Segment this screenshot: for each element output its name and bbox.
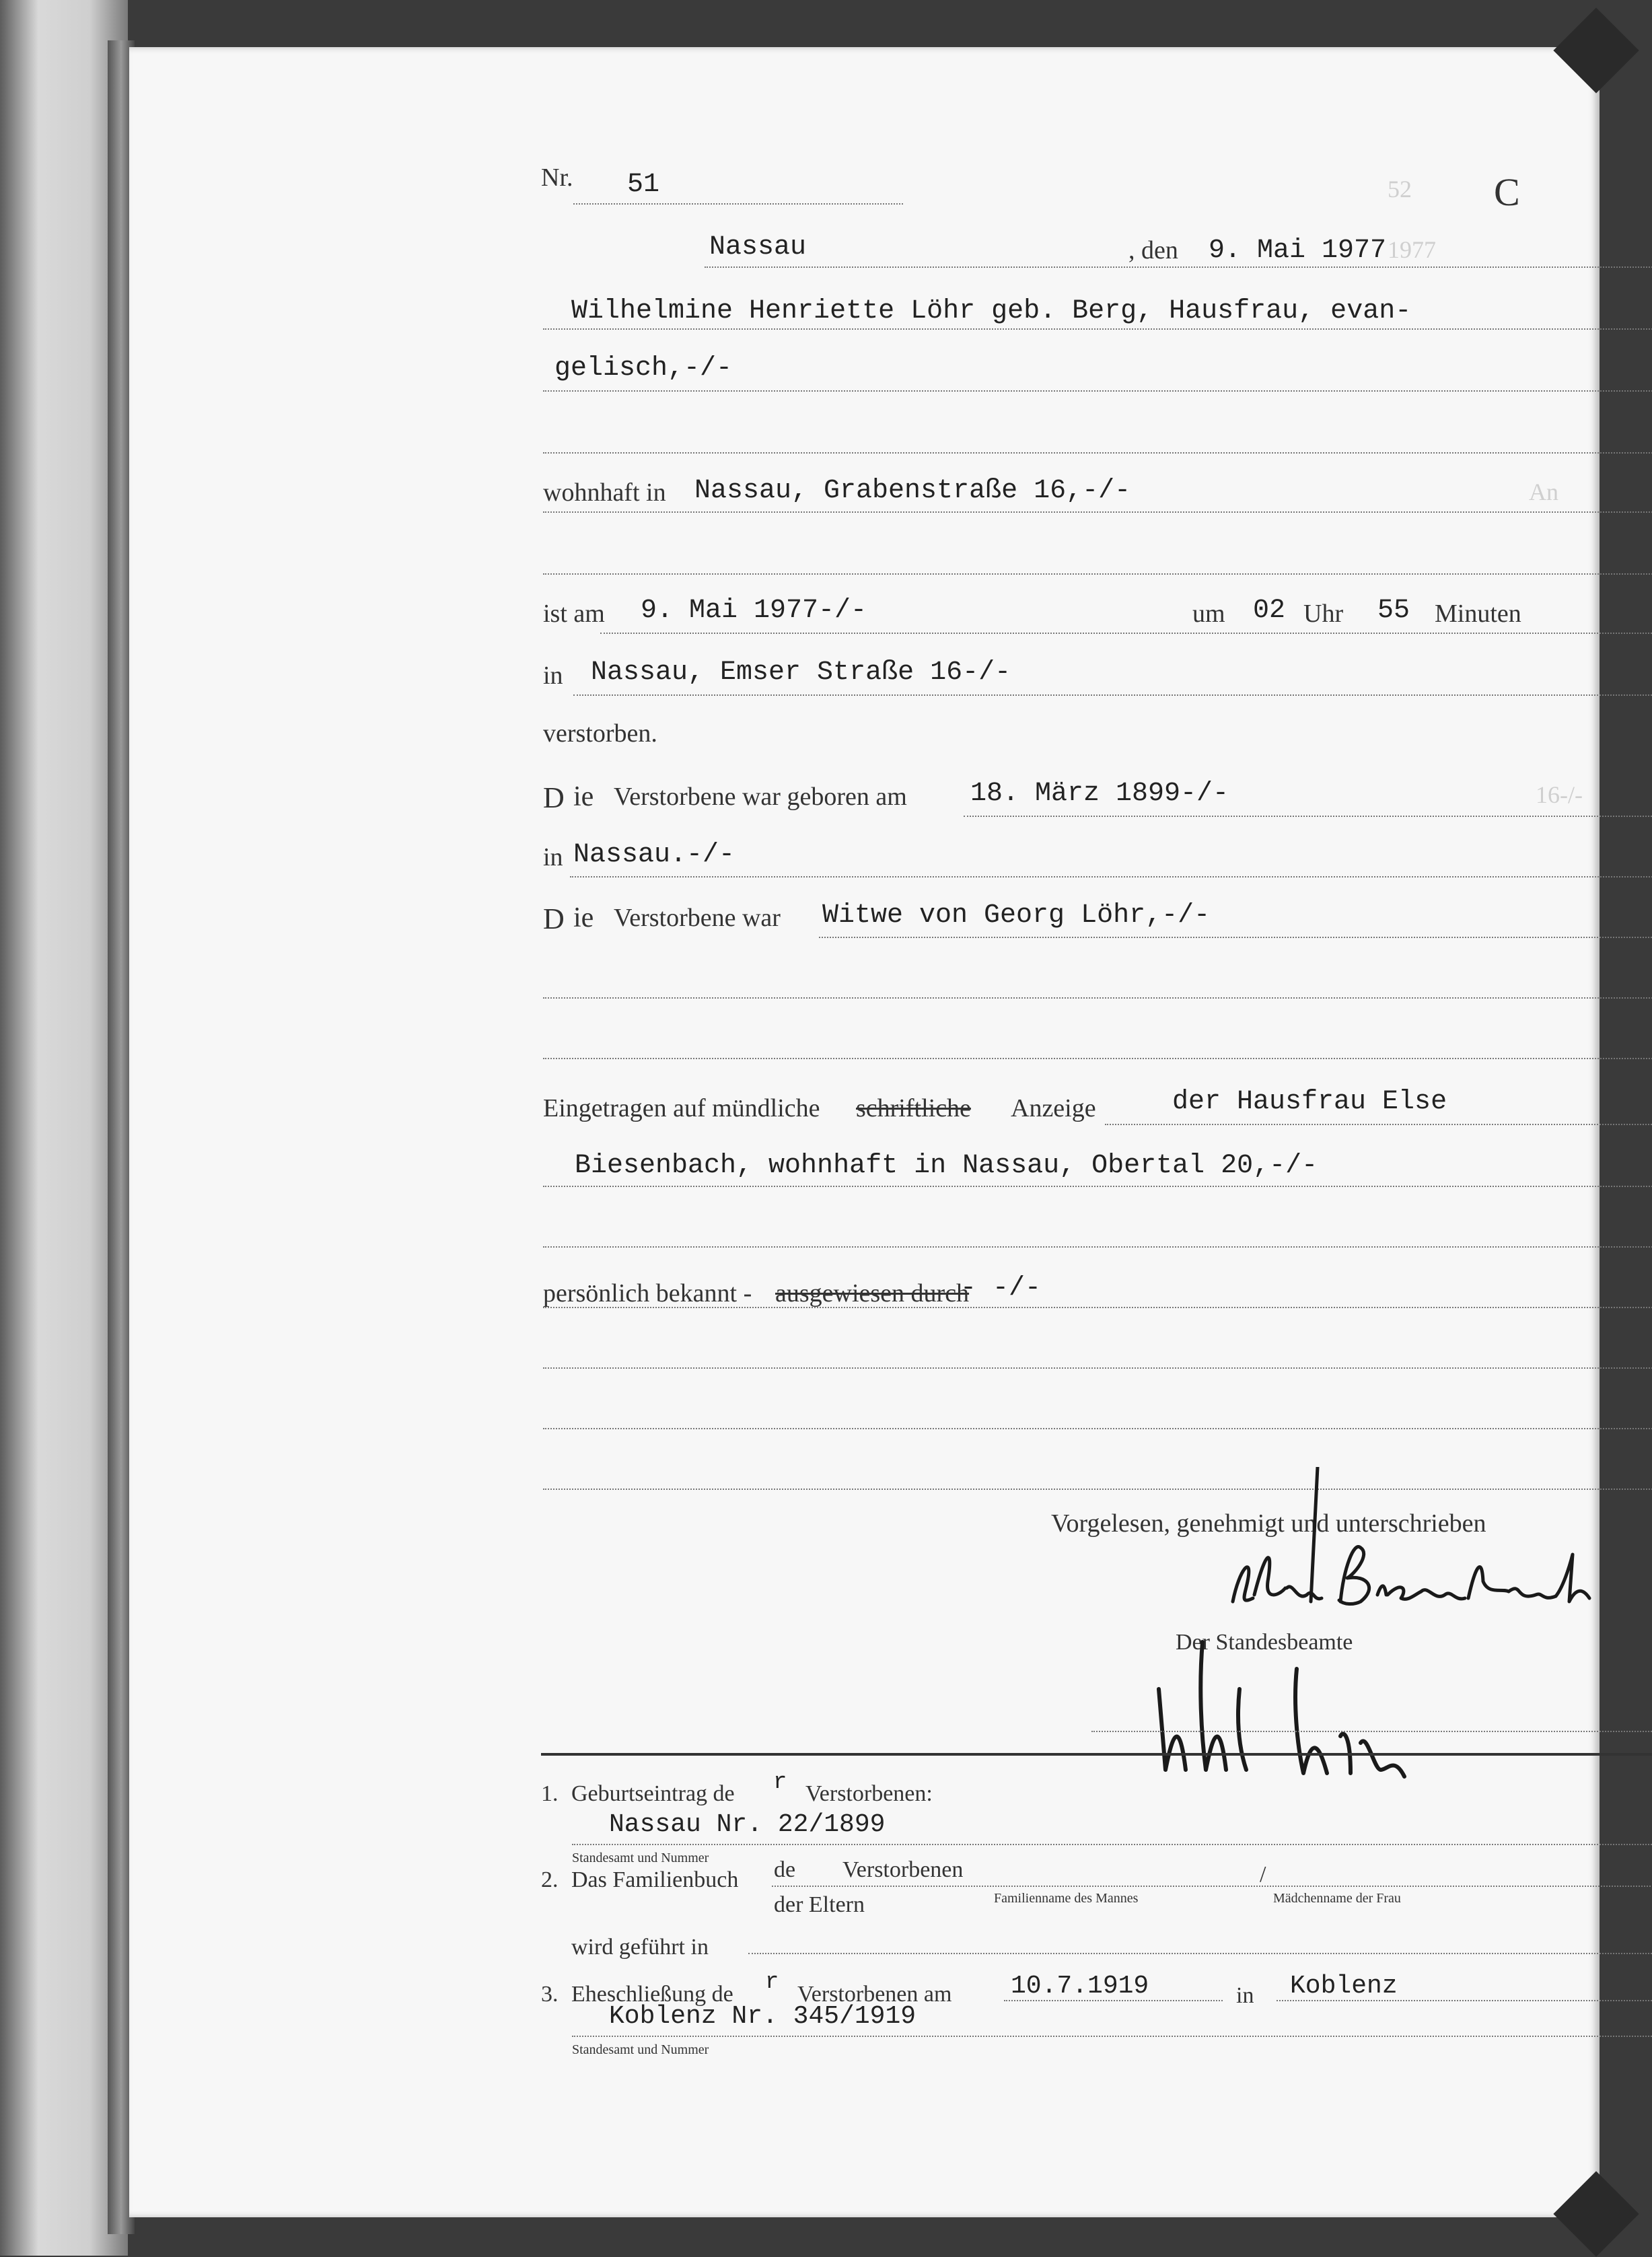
birth-date-value: 18. März 1899-/- — [970, 779, 1229, 809]
footer-item1-number: 1. — [541, 1781, 559, 1806]
marital-prefix-d: D — [543, 902, 565, 935]
dotted-line — [543, 573, 1652, 575]
birth-prefix-d: D — [543, 781, 565, 814]
death-minutes: 55 — [1377, 596, 1410, 626]
footer-item2-caption-husband: Familienname des Mannes — [994, 1891, 1139, 1906]
death-date-value: 9. Mai 1977-/- — [641, 596, 867, 626]
death-place-value: Nassau, Emser Straße 16-/- — [591, 657, 1011, 688]
report-label-start: Eingetragen auf mündliche — [543, 1094, 820, 1122]
birth-label: Verstorbene war geboren am — [614, 783, 907, 811]
dotted-line — [1091, 1731, 1652, 1732]
marital-value: Witwe von Georg Löhr,-/- — [822, 900, 1211, 931]
dotted-line — [543, 1246, 1652, 1248]
dotted-line — [772, 1886, 1652, 1887]
footer-item3-number: 3. — [541, 1982, 559, 2007]
footer-item3-suffix: r — [765, 1970, 779, 1995]
footer-item3-date: 10.7.1919 — [1011, 1972, 1149, 2001]
deceased-name-line1: Wilhelmine Henriette Löhr geb. Berg, Hausfrau, evan- — [571, 296, 1412, 326]
dotted-line — [570, 876, 1652, 877]
footer-item1-label: Geburtseintrag de — [571, 1781, 735, 1806]
report-value-line1: der Hausfrau Else — [1172, 1087, 1447, 1117]
register-page — [129, 47, 1600, 2217]
dotted-line — [543, 1428, 1652, 1429]
identity-value: - -/- — [960, 1273, 1042, 1303]
section-divider — [541, 1753, 1652, 1756]
birth-place-label: in — [543, 843, 563, 871]
bleed-through-text: 1977 — [1388, 236, 1436, 263]
footer-item2-de: de — [774, 1857, 796, 1882]
verstorben-label: verstorben. — [543, 719, 657, 748]
death-hour: 02 — [1253, 596, 1286, 626]
footer-item3-in: in — [1236, 1983, 1254, 2008]
dotted-line — [543, 1367, 1652, 1369]
dotted-line — [1004, 2000, 1223, 2001]
dotted-line — [600, 633, 1652, 634]
footer-item2-option-deceased: Verstorbenen — [842, 1857, 964, 1882]
footer-item3-place: Koblenz — [1290, 1972, 1398, 2001]
birth-prefix-ie: ie — [573, 781, 594, 812]
footer-item2-label: Das Familienbuch — [571, 1867, 739, 1892]
dotted-line — [543, 997, 1652, 999]
dotted-line — [543, 452, 1652, 454]
footer-item3-value: Koblenz Nr. 345/1919 — [609, 2002, 917, 2031]
bleed-through-text: 52 — [1388, 176, 1412, 203]
footer-item1-suffix: r — [773, 1770, 787, 1795]
dotted-line — [572, 1844, 1652, 1845]
corner-protector — [1553, 2171, 1639, 2256]
um-label: um — [1192, 600, 1225, 628]
footer-item1-caption: Standesamt und Nummer — [572, 1851, 709, 1865]
dotted-line — [543, 511, 1652, 513]
dotted-line — [543, 328, 1652, 330]
death-date-label: ist am — [543, 600, 605, 628]
registrar-label: Der Standesbeamte — [1176, 1630, 1353, 1655]
place-value: Nassau — [709, 232, 807, 262]
footer-item2-slash: / — [1260, 1862, 1266, 1887]
marital-prefix-ie: ie — [573, 902, 594, 933]
nr-value: 51 — [627, 170, 660, 200]
registrar-signature — [1139, 1615, 1542, 1790]
dotted-line — [748, 1953, 1652, 1954]
deceased-name-line2: gelisch,-/- — [554, 353, 733, 384]
footer-item3-caption: Standesamt und Nummer — [572, 2042, 709, 2057]
nr-label: Nr. — [541, 164, 573, 192]
marital-label: Verstorbene war — [614, 904, 781, 932]
report-value-line2: Biesenbach, wohnhaft in Nassau, Obertal 20,-/- — [575, 1151, 1318, 1181]
birth-place-value: Nassau.-/- — [573, 840, 735, 870]
identity-label: persönlich bekannt - — [543, 1279, 752, 1307]
dotted-line — [543, 390, 1652, 392]
dotted-line — [1105, 1124, 1652, 1125]
report-struck-option: schriftliche — [856, 1094, 971, 1122]
dotted-line — [543, 1307, 1652, 1308]
dotted-line — [964, 816, 1652, 817]
section-letter: C — [1494, 170, 1520, 214]
read-approved-label: Vorgelesen, genehmigt und unterschrieben — [1051, 1509, 1486, 1538]
dotted-line — [705, 266, 1652, 268]
footer-item2-kept-label: wird geführt in — [571, 1935, 709, 1960]
minuten-label: Minuten — [1435, 600, 1521, 628]
den-label: , den — [1128, 236, 1178, 264]
dotted-line — [543, 1186, 1652, 1187]
dotted-line — [572, 2036, 1652, 2037]
dotted-line — [543, 1058, 1652, 1059]
footer-item3-label: Eheschließung de — [571, 1982, 733, 2007]
dotted-line — [819, 937, 1652, 938]
footer-item2-caption-wife: Mädchenname der Frau — [1273, 1891, 1401, 1906]
dotted-line — [573, 694, 1652, 696]
report-label-end: Anzeige — [1011, 1094, 1096, 1122]
footer-item3-label2: Verstorbenen am — [797, 1982, 952, 2007]
corner-protector — [1553, 7, 1639, 93]
bleed-through-text: 16-/- — [1536, 781, 1583, 808]
residence-label: wohnhaft in — [543, 478, 666, 507]
residence-value: Nassau, Grabenstraße 16,-/- — [694, 476, 1131, 506]
bleed-through-text: An — [1529, 478, 1558, 505]
footer-item1-value: Nassau Nr. 22/1899 — [609, 1810, 886, 1839]
date-value: 9. Mai 1977 — [1209, 236, 1387, 266]
dotted-line — [573, 203, 903, 205]
footer-item2-number: 2. — [541, 1867, 559, 1892]
identity-struck-option: ausgewiesen durch — [775, 1279, 970, 1307]
uhr-label: Uhr — [1303, 600, 1344, 628]
footer-item2-option-parents: der Eltern — [774, 1892, 865, 1917]
dotted-line — [1277, 2000, 1652, 2001]
death-place-label: in — [543, 661, 563, 690]
footer-item1-label2: Verstorbenen: — [805, 1781, 933, 1806]
